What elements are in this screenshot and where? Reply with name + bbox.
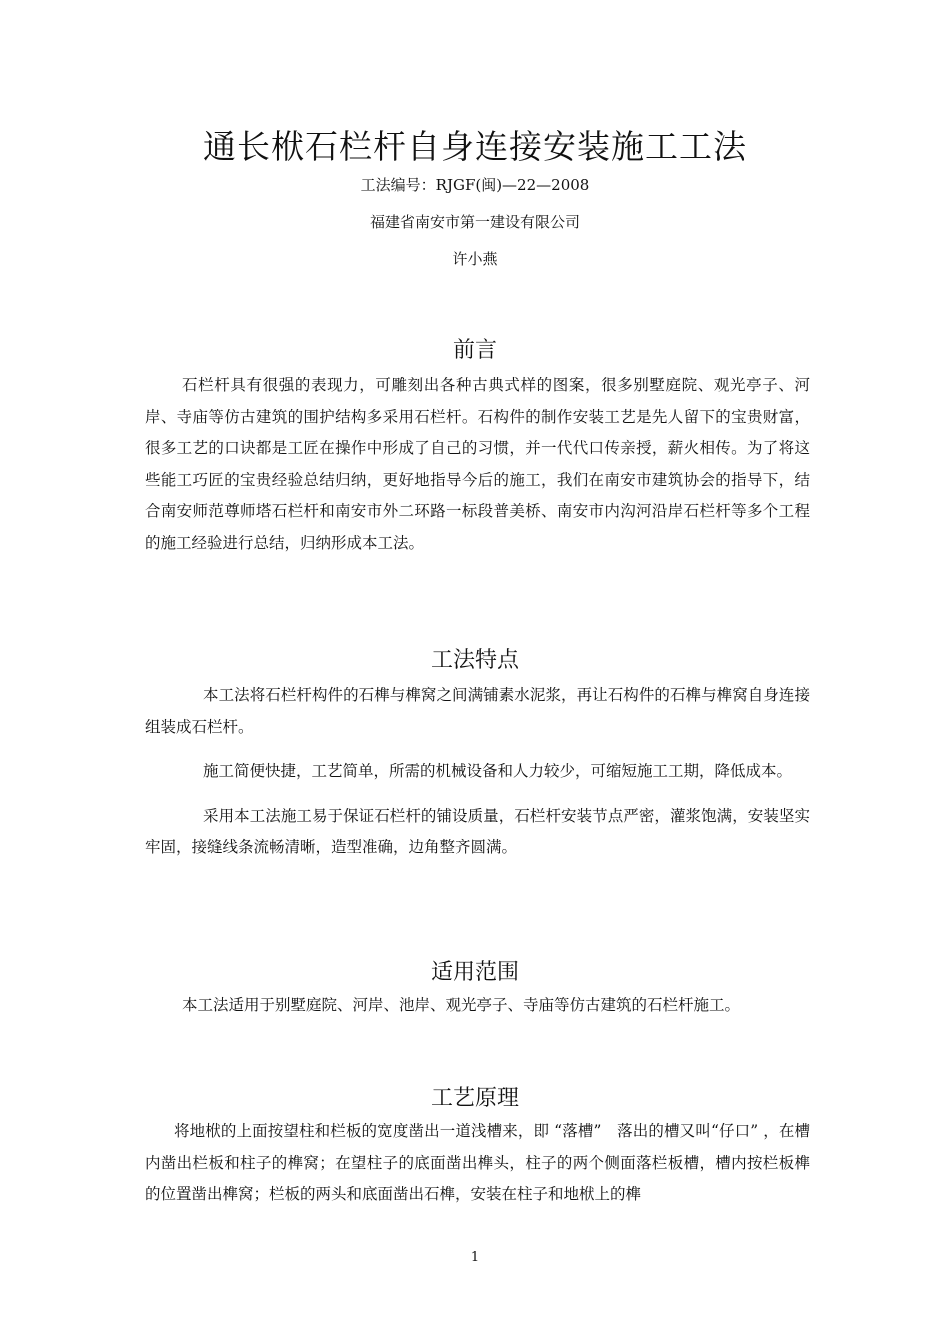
section-heading-features: 工法特点 bbox=[430, 648, 519, 674]
section-body-preface bbox=[145, 370, 810, 559]
paragraph: 石栏杆具有很强的表现力，可雕刻出各种古典式样的图案，很多别墅庭院、观光亭子、河岸、寺庙等仿古建筑的围护结构多采用石栏杆。石构件的制作安装工艺是先人留下的宝贵财富，很多工艺的口诀都是工匠在操作中形成了自己的习惯，并一代代口传亲授，薪火相传。为了将这些能工巧匠的宝贵经验总结归纳，更好地指导今后的施工，我们在南安市建筑协会的指导下，结合南安师范尊师塔石栏杆和南安市外二环路一标段普美桥、南安市内沟河沿岸石栏杆等多个工程的施工经验进行总结，归纳形成本工法。 bbox=[145, 376, 810, 552]
section-body-features bbox=[145, 680, 810, 864]
section-body-principle bbox=[145, 1116, 810, 1211]
paragraph: 施工简便快捷，工艺简单，所需的机械设备和人力较少，可缩短施工工期，降低成本。 bbox=[203, 762, 793, 780]
paragraph: 采用本工法施工易于保证石栏杆的铺设质量，石栏杆安装节点严密，灌浆饱满，安装坚实牢固，接缝线条流畅清晰，造型准确，边角整齐圆满。 bbox=[145, 806, 810, 856]
method-number: 工法编号：RJGF(闽)—22—2008 bbox=[360, 176, 590, 194]
section-heading-preface: 前言 bbox=[452, 338, 497, 364]
organization: 福建省南安市第一建设有限公司 bbox=[369, 213, 580, 231]
section-body-scope bbox=[145, 990, 810, 1022]
document-title: 通长栿石栏杆自身连接安装施工工法 bbox=[203, 127, 747, 167]
paragraph: 本工法适用于别墅庭院、河岸、池岸、观光亭子、寺庙等仿古建筑的石栏杆施工。 bbox=[182, 996, 741, 1014]
paragraph: 将地栿的上面按望柱和栏板的宽度凿出一道浅槽来，即 “落槽” 落出的槽又叫“仔口” ，在槽内凿出栏板和柱子的榫窝；在望柱子的底面凿出榫头，柱子的两个侧面落栏板槽，槽内按栏板榫的位置凿出榫窝；栏板的两头和底面凿出石榫，安装在柱子和地栿上的榫 bbox=[145, 1122, 810, 1203]
paragraph: 本工法将石栏杆构件的石榫与榫窝之间满铺素水泥浆，再让石构件的石榫与榫窝自身连接组装成石栏杆。 bbox=[145, 686, 810, 736]
section-heading-scope: 适用范围 bbox=[430, 960, 519, 986]
section-heading-principle: 工艺原理 bbox=[430, 1086, 519, 1112]
author: 许小燕 bbox=[452, 250, 498, 268]
page-number: 1 bbox=[470, 1250, 480, 1265]
